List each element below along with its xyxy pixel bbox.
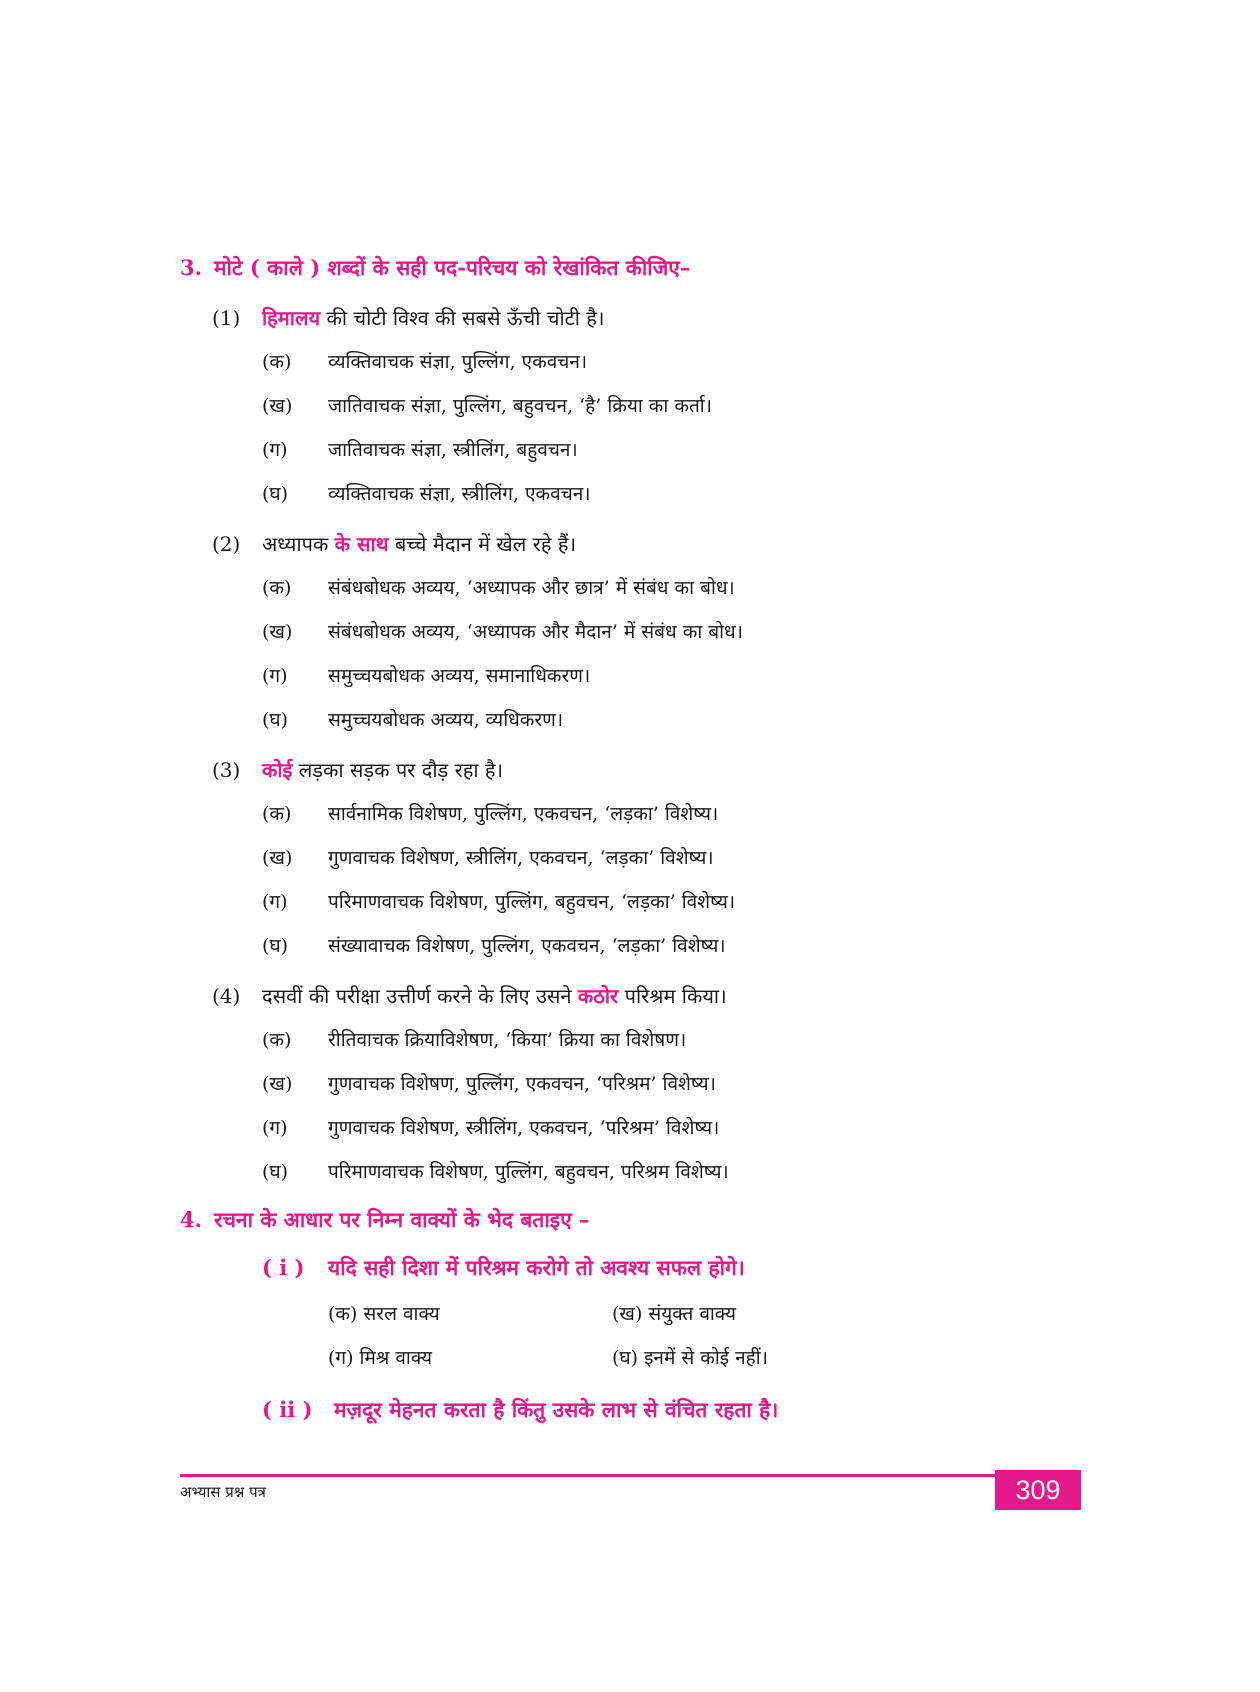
option [262,800,718,826]
option-text: समुच्चयबोधक अव्यय, व्यधिकरण। [328,709,564,731]
option-label: (क) [262,351,292,373]
item-number: (2) [212,532,241,556]
option-text: संख्यावाचक विशेषण, पुल्लिंग, एकवचन, ‘लड़का’ विशेष्य। [328,935,726,957]
highlighted-word: कठोर [577,984,619,1008]
option-text: संबंधबोधक अव्यय, ‘अध्यापक और छात्र’ में संबंध का बोध। [328,577,735,599]
highlighted-word: कोई [262,758,293,782]
item-text-post: लड़का सड़क पर दौड़ रहा है। [292,758,504,782]
option: (क) सरल वाक्य [328,1303,440,1325]
question-number: 3. [180,255,202,280]
option [262,1114,719,1140]
question-4-heading [180,1206,590,1234]
question-title: रचना के आधार पर निम्न वाक्यों के भेद बताइए – [214,1207,590,1232]
option-text: रीतिवाचक क्रियाविशेषण, ‘किया’ क्रिया का विशेषण। [328,1029,687,1051]
sub-question-number: ( i ) [262,1255,305,1280]
option-text: गुणवाचक विशेषण, स्त्रीलिंग, एकवचन, ‘लड़का’ विशेष्य। [328,847,714,869]
option-label: (ग) [262,891,288,913]
option [262,706,563,732]
item-number: (3) [212,758,241,782]
option-label: (ख) [262,1073,293,1095]
highlighted-word: के साथ [334,532,389,556]
option [262,618,743,644]
footer-label: अभ्यास प्रश्न पत्र [180,1483,266,1501]
option-text: जातिवाचक संज्ञा, स्त्रीलिंग, बहुवचन। [328,439,578,461]
sub-question-text: मज़दूर मेहनत करता है किंतु उसके लाभ से वंचित रहता है। [334,1397,779,1422]
item-text-post: की चोटी विश्व की सबसे ऊँची चोटी है। [320,306,605,330]
option-text: परिमाणवाचक विशेषण, पुल्लिंग, बहुवचन, ‘लड़का’ विशेष्य। [328,891,736,913]
option [262,844,714,870]
question-title: मोटे ( काले ) शब्दों के सही पद-परिचय को रेखांकित कीजिए– [214,255,691,280]
option-label: (घ) [262,1161,289,1183]
question-3-heading [180,254,690,282]
option [262,574,735,600]
option [262,662,590,688]
option [262,436,578,462]
option-label: (क) [262,803,292,825]
option-text: व्यक्तिवाचक संज्ञा, पुल्लिंग, एकवचन। [328,351,588,373]
option-label: (घ) [262,709,289,731]
option: (घ) इनमें से कोई नहीं। [612,1347,768,1369]
highlighted-word: हिमालय [262,306,321,330]
question-item [212,756,503,783]
option [262,392,712,418]
question-item [212,982,727,1009]
option-label: (ग) [262,439,288,461]
option: (ख) संयुक्त वाक्य [612,1303,736,1325]
option [262,1158,729,1184]
option-text: जातिवाचक संज्ञा, पुल्लिंग, बहुवचन, ‘है’ क्रिया का कर्ता। [328,395,712,417]
option-label: (ख) [262,395,293,417]
sub-question [262,1254,745,1282]
option-text: गुणवाचक विशेषण, स्त्रीलिंग, एकवचन, ‘परिश्रम’ विशेष्य। [328,1117,720,1139]
option-label: (घ) [262,935,289,957]
page-number: 309 [995,1470,1081,1510]
option [262,932,726,958]
sub-question-number: ( ii ) [262,1397,313,1422]
option-label: (ग) [262,1117,288,1139]
option-label: (घ) [262,483,289,505]
option-label: (क) [262,577,292,599]
sub-question-text: यदि सही दिशा में परिश्रम करोगे तो अवश्य सफल होगे। [328,1255,745,1280]
option-text: संबंधबोधक अव्यय, ‘अध्यापक और मैदान’ में संबंध का बोध। [328,621,743,643]
option: (ग) मिश्र वाक्य [328,1347,433,1369]
item-text-post: परिश्रम किया। [618,984,727,1008]
option [262,1026,686,1052]
option-text: गुणवाचक विशेषण, पुल्लिंग, एकवचन, ‘परिश्रम’ विशेष्य। [328,1073,716,1095]
option [262,888,735,914]
option [262,348,587,374]
option [262,1070,716,1096]
footer-rule [180,1474,1078,1477]
option-text: समुच्चयबोधक अव्यय, समानाधिकरण। [328,665,591,687]
item-text-post: बच्चे मैदान में खेल रहे हैं। [388,532,577,556]
option [262,480,591,506]
item-text-pre: अध्यापक [262,532,335,556]
option-label: (ख) [262,621,293,643]
option-label: (ख) [262,847,293,869]
question-item [212,530,576,557]
option-text: सार्वनामिक विशेषण, पुल्लिंग, एकवचन, ‘लड़का’ विशेष्य। [328,803,719,825]
item-number: (4) [212,984,241,1008]
option-text: व्यक्तिवाचक संज्ञा, स्त्रीलिंग, एकवचन। [328,483,591,505]
option-text: परिमाणवाचक विशेषण, पुल्लिंग, बहुवचन, परिश्रम विशेष्य। [328,1161,729,1183]
sub-question [262,1396,778,1424]
item-text-pre: दसवीं की परीक्षा उत्तीर्ण करने के लिए उसने [262,984,578,1008]
question-item [212,304,605,331]
option-label: (ग) [262,665,288,687]
option-label: (क) [262,1029,292,1051]
question-number: 4. [180,1207,202,1232]
item-number: (1) [212,306,241,330]
